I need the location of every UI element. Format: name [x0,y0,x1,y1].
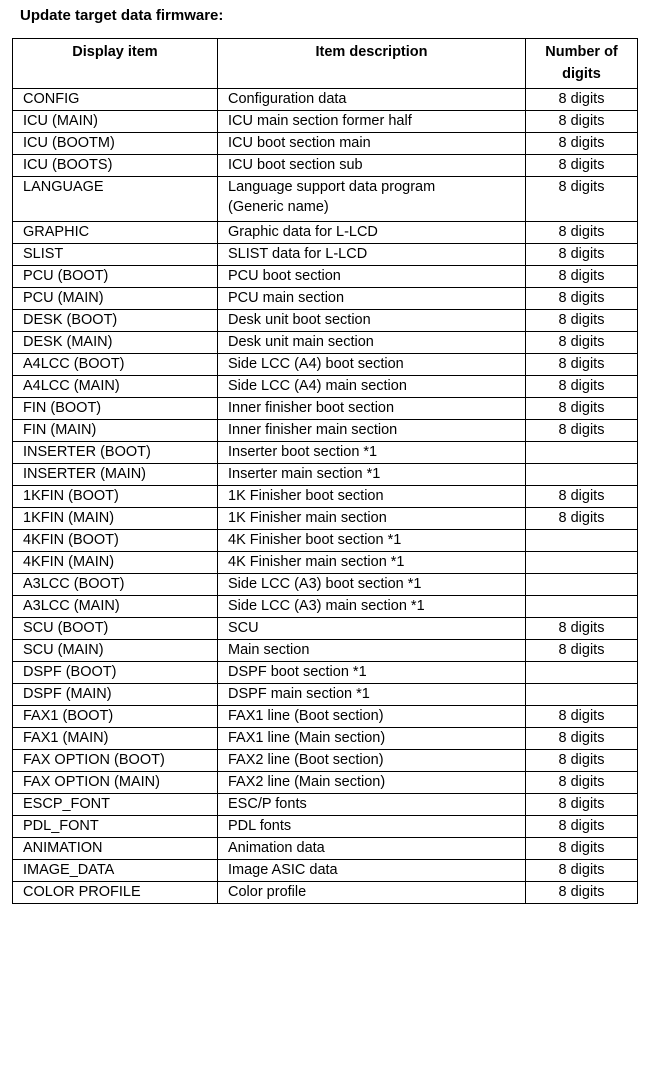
item-description-cell [218,464,526,486]
number-of-digits-cell: 8 digits [526,706,638,728]
table-row [13,332,638,354]
number-of-digits-cell: 8 digits [526,266,638,288]
display-item-cell: SCU (BOOT) [13,618,218,640]
table-row [13,177,638,222]
table-row [13,684,638,706]
item-description-text: DSPF main section *1 [228,686,370,702]
display-item-cell: DESK (MAIN) [13,332,218,354]
display-item-cell: ICU (BOOTS) [13,155,218,177]
item-description-cell [218,684,526,706]
number-of-digits-cell [526,442,638,464]
number-of-digits-cell: 8 digits [526,89,638,111]
item-description-text: Inner finisher boot section [228,400,395,416]
table-row [13,420,638,442]
number-of-digits-cell: 8 digits [526,222,638,244]
table-row [13,772,638,794]
item-description-cell [218,244,526,266]
item-description-cell [218,772,526,794]
table-row [13,155,638,177]
item-description-cell [218,552,526,574]
number-of-digits-cell [526,574,638,596]
item-description-cell [218,706,526,728]
display-item-cell: SLIST [13,244,218,266]
header-row [13,39,638,89]
item-description-cell [218,794,526,816]
display-item-cell: 4KFIN (MAIN) [13,552,218,574]
table-row [13,794,638,816]
table-row [13,640,638,662]
item-description-cell [218,442,526,464]
item-description-text: Image ASIC data [228,862,338,878]
number-of-digits-cell: 8 digits [526,288,638,310]
item-description-cell [218,596,526,618]
display-item-cell: ICU (MAIN) [13,111,218,133]
number-of-digits-cell: 8 digits [526,772,638,794]
item-description-text: Side LCC (A4) boot section [228,356,404,372]
table-row [13,728,638,750]
number-of-digits-cell: 8 digits [526,640,638,662]
table-row [13,244,638,266]
item-description-cell [218,750,526,772]
item-description-text: Side LCC (A3) main section *1 [228,598,425,614]
item-description-cell [218,618,526,640]
item-description-cell [218,111,526,133]
number-of-digits-cell: 8 digits [526,420,638,442]
display-item-cell: LANGUAGE [13,177,218,222]
display-item-cell: A4LCC (MAIN) [13,376,218,398]
display-item-cell: PCU (BOOT) [13,266,218,288]
number-of-digits-cell: 8 digits [526,882,638,904]
number-of-digits-cell: 8 digits [526,486,638,508]
display-item-cell: INSERTER (BOOT) [13,442,218,464]
page-title: Update target data firmware: [20,7,224,24]
number-of-digits-cell: 8 digits [526,111,638,133]
table-row [13,222,638,244]
item-description-text: Configuration data [228,91,347,107]
display-item-cell: INSERTER (MAIN) [13,464,218,486]
item-description-text: 1K Finisher main section [228,510,387,526]
table-row [13,464,638,486]
display-item-cell: ICU (BOOTM) [13,133,218,155]
number-of-digits-cell [526,552,638,574]
number-of-digits-cell: 8 digits [526,860,638,882]
item-description-text: Color profile [228,884,307,900]
table-row [13,552,638,574]
item-description-text: FAX1 line (Main section) [228,730,386,746]
table-row [13,442,638,464]
display-item-cell: FAX OPTION (BOOT) [13,750,218,772]
table-row [13,508,638,530]
item-description-text: Inner finisher main section [228,422,398,438]
table-row [13,618,638,640]
item-description-text: ICU main section former half [228,113,412,129]
item-description-text: Language support data program (Generic name) [228,179,436,215]
item-description-cell [218,530,526,552]
number-of-digits-cell: 8 digits [526,354,638,376]
item-description-text: Desk unit boot section [228,312,371,328]
item-description-text: Inserter boot section *1 [228,444,378,460]
table-row [13,596,638,618]
item-description-cell [218,155,526,177]
item-description-cell [218,838,526,860]
display-item-cell: PDL_FONT [13,816,218,838]
display-item-cell: 1KFIN (BOOT) [13,486,218,508]
table-row [13,816,638,838]
display-item-cell: ANIMATION [13,838,218,860]
item-description-text: FAX1 line (Boot section) [228,708,384,724]
table-row [13,750,638,772]
number-of-digits-cell: 8 digits [526,244,638,266]
item-description-text: DSPF boot section *1 [228,664,367,680]
item-description-cell [218,398,526,420]
number-of-digits-cell: 8 digits [526,155,638,177]
number-of-digits-cell: 8 digits [526,794,638,816]
number-of-digits-cell: 8 digits [526,618,638,640]
number-of-digits-cell: 8 digits [526,376,638,398]
item-description-cell [218,420,526,442]
display-item-cell: IMAGE_DATA [13,860,218,882]
item-description-text: Desk unit main section [228,334,374,350]
header-item-description: Item description [218,39,526,89]
item-description-text: 4K Finisher boot section *1 [228,532,402,548]
item-description-cell [218,508,526,530]
number-of-digits-cell: 8 digits [526,310,638,332]
table-row [13,882,638,904]
display-item-cell: A3LCC (BOOT) [13,574,218,596]
item-description-cell [218,310,526,332]
display-item-cell: A4LCC (BOOT) [13,354,218,376]
item-description-text: Animation data [228,840,325,856]
display-item-cell: GRAPHIC [13,222,218,244]
table-row [13,266,638,288]
firmware-table [12,38,638,904]
display-item-cell: 4KFIN (BOOT) [13,530,218,552]
item-description-text: PCU boot section [228,268,341,284]
item-description-text: Graphic data for L-LCD [228,224,378,240]
item-description-cell [218,288,526,310]
item-description-text: ICU boot section sub [228,157,363,173]
display-item-cell: DSPF (BOOT) [13,662,218,684]
item-description-text: ESC/P fonts [228,796,307,812]
display-item-cell: FAX OPTION (MAIN) [13,772,218,794]
table-row [13,838,638,860]
number-of-digits-cell: 8 digits [526,332,638,354]
item-description-cell [218,486,526,508]
header-number-of-digits: Number of digits [526,39,638,89]
item-description-cell [218,640,526,662]
item-description-cell [218,662,526,684]
number-of-digits-cell [526,464,638,486]
item-description-cell [218,574,526,596]
item-description-text: SCU [228,620,259,636]
display-item-cell: A3LCC (MAIN) [13,596,218,618]
item-description-text: FAX2 line (Boot section) [228,752,384,768]
item-description-text: SLIST data for L-LCD [228,246,368,262]
table-row [13,398,638,420]
table-row [13,89,638,111]
number-of-digits-cell [526,596,638,618]
table-row [13,530,638,552]
item-description-cell [218,860,526,882]
table-row [13,376,638,398]
item-description-cell [218,222,526,244]
display-item-cell: FAX1 (BOOT) [13,706,218,728]
header-display-item: Display item [13,39,218,89]
number-of-digits-cell [526,662,638,684]
table-row [13,133,638,155]
display-item-cell: 1KFIN (MAIN) [13,508,218,530]
number-of-digits-cell: 8 digits [526,508,638,530]
number-of-digits-cell [526,684,638,706]
item-description-text: FAX2 line (Main section) [228,774,386,790]
display-item-cell: DESK (BOOT) [13,310,218,332]
table-row [13,288,638,310]
table-row [13,706,638,728]
item-description-text: Inserter main section *1 [228,466,381,482]
table-header [13,39,638,89]
display-item-cell: FAX1 (MAIN) [13,728,218,750]
item-description-cell [218,266,526,288]
display-item-cell: ESCP_FONT [13,794,218,816]
table-row [13,354,638,376]
number-of-digits-cell: 8 digits [526,728,638,750]
table-row [13,860,638,882]
number-of-digits-cell: 8 digits [526,816,638,838]
item-description-text: Main section [228,642,310,658]
number-of-digits-cell: 8 digits [526,177,638,222]
item-description-text: ICU boot section main [228,135,371,151]
item-description-text: 4K Finisher main section *1 [228,554,405,570]
display-item-cell: PCU (MAIN) [13,288,218,310]
item-description-cell [218,728,526,750]
item-description-cell [218,133,526,155]
item-description-text: PDL fonts [228,818,292,834]
number-of-digits-cell: 8 digits [526,133,638,155]
display-item-cell: FIN (MAIN) [13,420,218,442]
item-description-cell [218,354,526,376]
item-description-cell [218,177,526,222]
number-of-digits-cell: 8 digits [526,398,638,420]
item-description-cell [218,332,526,354]
display-item-cell: DSPF (MAIN) [13,684,218,706]
item-description-cell [218,882,526,904]
item-description-cell [218,89,526,111]
item-description-text: Side LCC (A4) main section [228,378,407,394]
number-of-digits-cell [526,530,638,552]
item-description-cell [218,816,526,838]
item-description-text: Side LCC (A3) boot section *1 [228,576,422,592]
item-description-text: 1K Finisher boot section [228,488,384,504]
number-of-digits-cell: 8 digits [526,750,638,772]
number-of-digits-cell: 8 digits [526,838,638,860]
display-item-cell: CONFIG [13,89,218,111]
table-row [13,111,638,133]
table-row [13,486,638,508]
display-item-cell: COLOR PROFILE [13,882,218,904]
item-description-text: PCU main section [228,290,345,306]
table-row [13,574,638,596]
display-item-cell: FIN (BOOT) [13,398,218,420]
table-row [13,310,638,332]
item-description-cell [218,376,526,398]
display-item-cell: SCU (MAIN) [13,640,218,662]
table-body [13,89,638,904]
table-row [13,662,638,684]
